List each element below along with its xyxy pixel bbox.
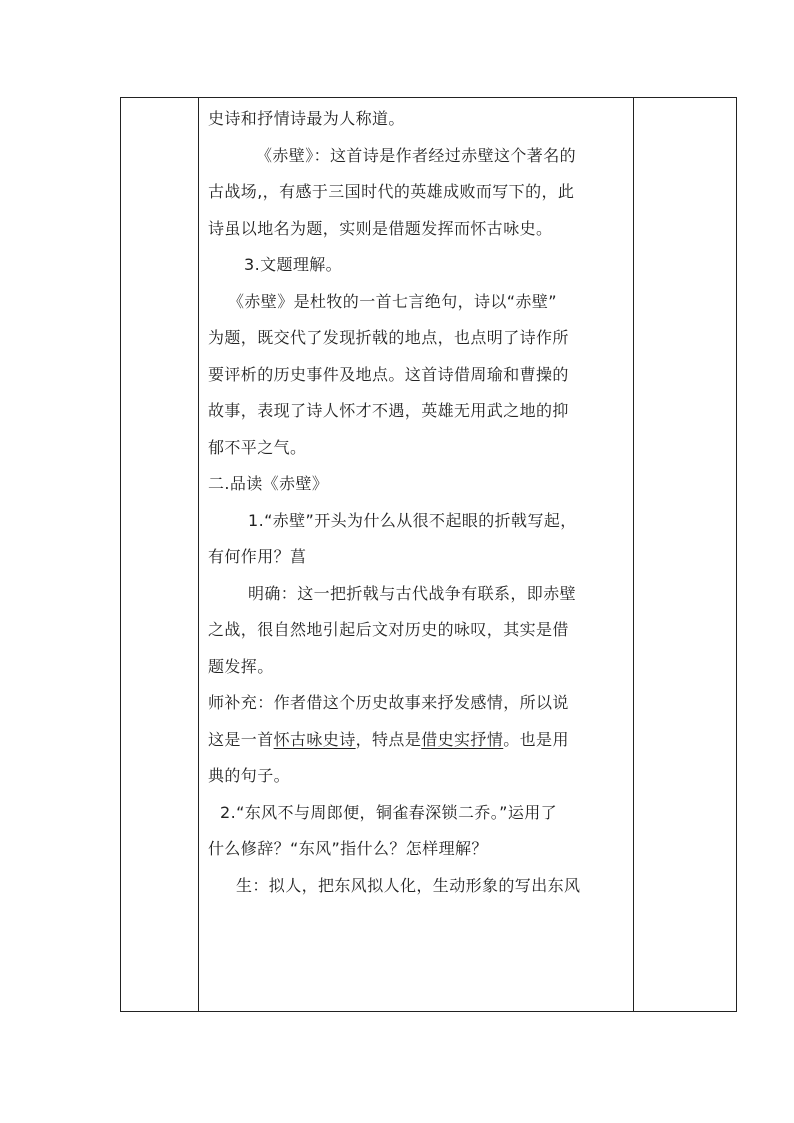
question-line: 有何作用？菖 bbox=[208, 547, 307, 566]
underlined-term: 怀古咏史诗 bbox=[273, 729, 356, 749]
text-line: 史诗和抒情诗最为人称道。 bbox=[208, 109, 405, 128]
text-segment: 。也是用 bbox=[503, 729, 569, 749]
text-line: 郁不平之气。 bbox=[208, 437, 307, 457]
column-divider-left bbox=[198, 98, 199, 1011]
text-line: 3.文题理解。 bbox=[244, 255, 343, 274]
section-heading: 二.品读《赤壁》 bbox=[208, 474, 329, 493]
text-line: 故事，表现了诗人怀才不遇，英雄无用武之地的抑 bbox=[208, 401, 569, 420]
question-line: 2.“东风不与周郎便，铜雀春深锁二乔。”运用了 bbox=[220, 802, 558, 822]
text-line: 师补充：作者借这个历史故事来抒发感情，所以说 bbox=[208, 693, 569, 712]
lesson-content bbox=[208, 101, 628, 904]
text-line: 为题，既交代了发现折戟的地点，也点明了诗作所 bbox=[208, 328, 569, 347]
text-line: 古战场,，有感于三国时代的英雄成败而写下的，此 bbox=[208, 182, 575, 201]
text-line: 明确：这一把折戟与古代战争有联系，即赤壁 bbox=[248, 583, 577, 603]
text-segment: 这是一首 bbox=[208, 729, 274, 749]
text-line: 生：拟人，把东风拟人化，生动形象的写出东风 bbox=[236, 875, 581, 895]
text-line: 题发挥。 bbox=[208, 656, 274, 676]
text-line: 《赤壁》：这首诗是作者经过赤壁这个著名的 bbox=[256, 145, 577, 165]
question-line: 1.“赤壁”开头为什么从很不起眼的折戟写起， bbox=[248, 510, 577, 530]
text-line: 典的句子。 bbox=[208, 766, 291, 785]
text-line: 《赤壁》是杜牧的一首七言绝句，诗以“赤壁” bbox=[228, 291, 557, 311]
lesson-table bbox=[120, 97, 737, 1012]
text-line: 之战，很自然地引起后文对历史的咏叹，其实是借 bbox=[208, 620, 569, 639]
text-line bbox=[208, 722, 628, 759]
column-divider-right bbox=[633, 98, 634, 1011]
text-line: 诗虽以地名为题，实则是借题发挥而怀古咏史。 bbox=[208, 218, 553, 238]
underlined-term: 借史实抒情 bbox=[421, 729, 504, 749]
question-line: 什么修辞？“东风”指什么？怎样理解？ bbox=[208, 839, 488, 858]
text-segment: ，特点是 bbox=[355, 729, 422, 749]
text-line: 要评析的历史事件及地点。这首诗借周瑜和曹操的 bbox=[208, 364, 569, 384]
